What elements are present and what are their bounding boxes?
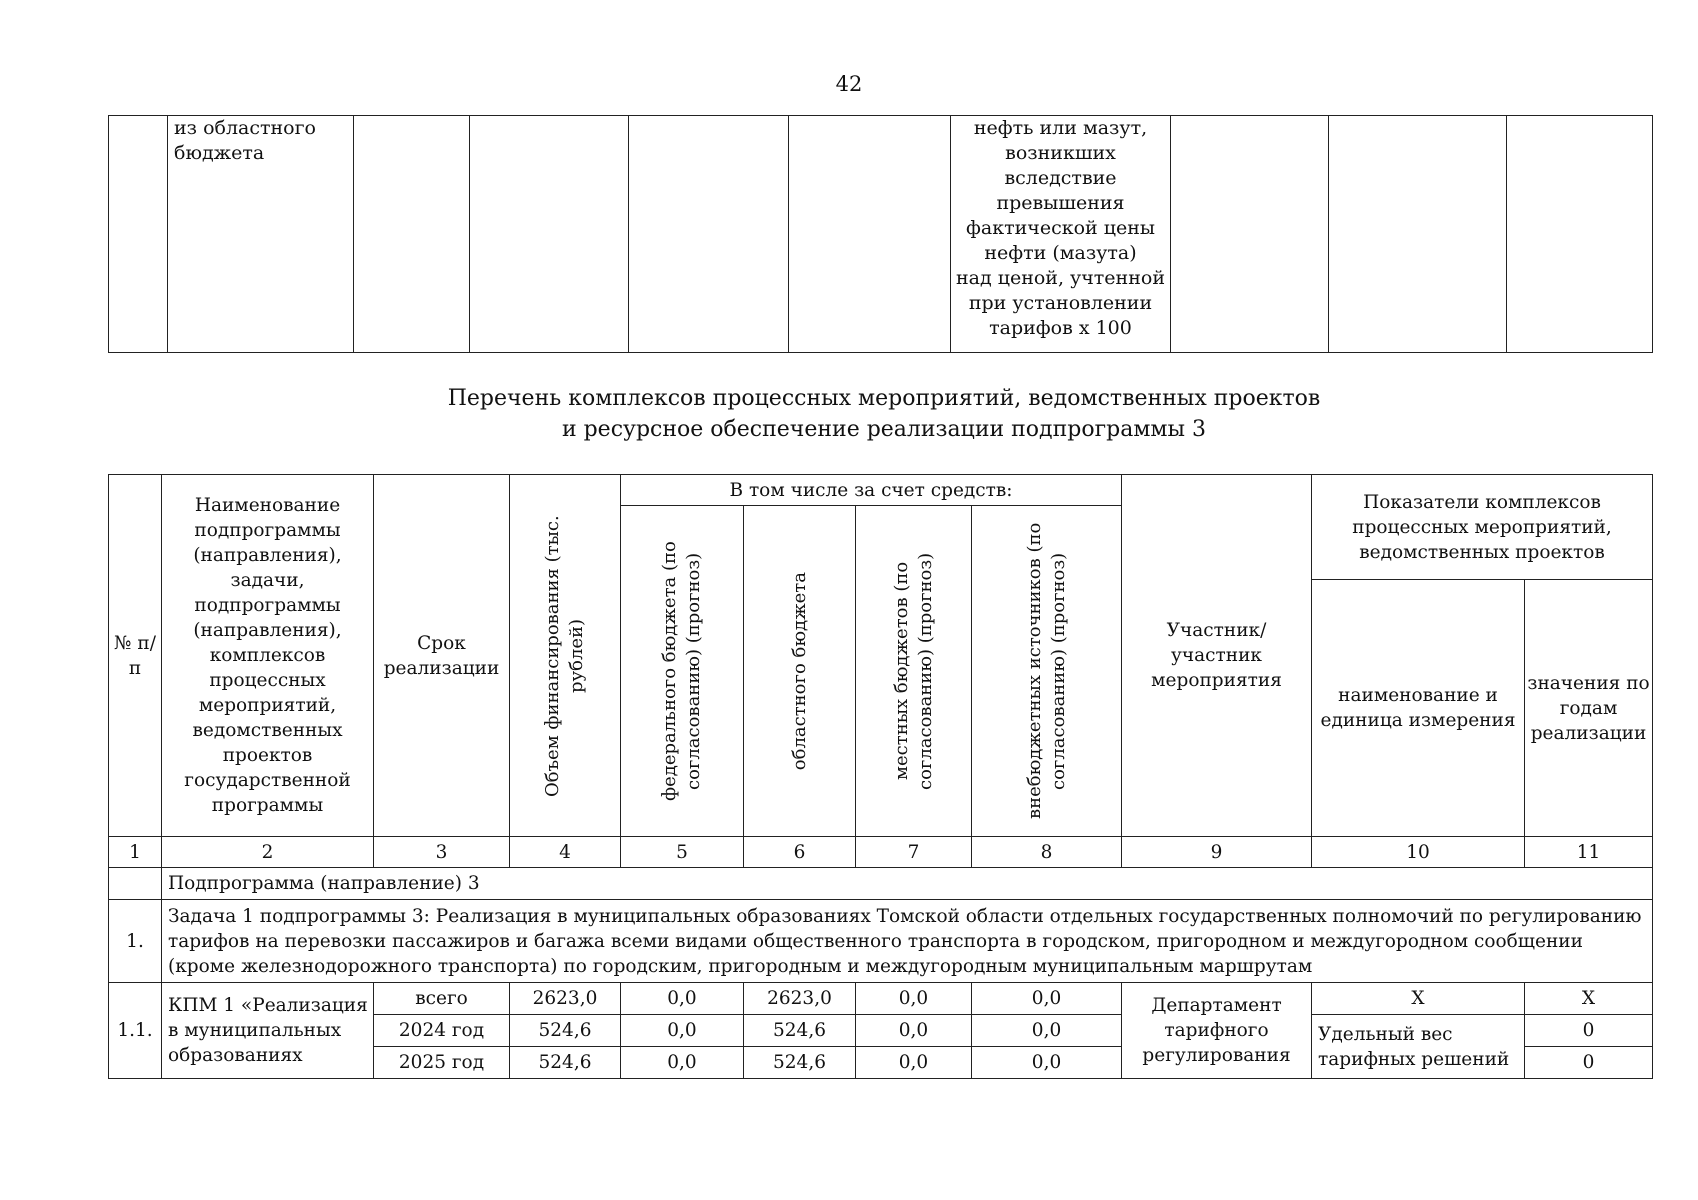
col-number: 11 <box>1525 837 1653 868</box>
top-cell-1 <box>109 116 168 353</box>
header-name: Наименование подпрограммы (направления), задачи, подпрограммы (направления), комплексов процессных мероприятий, ведомственных проектов государственной программы <box>162 475 374 837</box>
col-number: 10 <box>1312 837 1525 868</box>
title-line-1: Перечень комплексов процессных мероприятий, ведомственных проектов <box>447 386 1321 411</box>
header-indicators-group: Показатели комплексов процессных мероприятий, ведомственных проектов <box>1312 475 1653 580</box>
kpm-federal: 0,0 <box>621 983 744 1015</box>
kpm-federal: 0,0 <box>621 1015 744 1047</box>
col-number: 8 <box>972 837 1122 868</box>
task-text: Задача 1 подпрограммы 3: Реализация в муниципальных образованиях Томской области отдельных государственных полномочий по регулированию тарифов на перевозки пассажиров и багажа всеми видами общественного транспорта в городском, пригородном и междугородном сообщении (кроме железнодорожного транспорта) по городским, пригородным и междугородным муниципальным маршрутам <box>162 900 1653 983</box>
kpm-local: 0,0 <box>856 1047 972 1079</box>
subprogram-num-cell <box>109 868 162 900</box>
section-title <box>0 383 1698 445</box>
title-line-2: и ресурсное обеспечение реализации подпрограммы 3 <box>561 417 1207 442</box>
kpm-regional: 524,6 <box>744 1015 856 1047</box>
kpm-federal: 0,0 <box>621 1047 744 1079</box>
formula-line: нефть или мазут, <box>973 117 1148 139</box>
formula-line: над ценой, учтенной <box>956 267 1165 289</box>
header-num: № п/п <box>109 475 162 837</box>
kpm-participant: Департамент тарифного регулирования <box>1122 983 1312 1079</box>
header-indicator-name: наименование и единица измерения <box>1312 580 1525 837</box>
header-indicator-values: значения по годам реализации <box>1525 580 1653 837</box>
col-number: 5 <box>621 837 744 868</box>
kpm-num: 1.1. <box>109 983 162 1079</box>
kpm-name: КПМ 1 «Реализация в муниципальных образованиях <box>162 983 374 1079</box>
header-extrabudget <box>972 506 1122 837</box>
header-volume <box>510 475 621 837</box>
kpm-volume: 524,6 <box>510 1015 621 1047</box>
kpm-volume: 2623,0 <box>510 983 621 1015</box>
formula-line: вследствие <box>1004 167 1117 189</box>
kpm-indicator-name: Удельный вес тарифных решений <box>1312 1015 1525 1079</box>
col-number: 2 <box>162 837 374 868</box>
kpm-local: 0,0 <box>856 983 972 1015</box>
col-number: 9 <box>1122 837 1312 868</box>
kpm-indicator-value: Х <box>1525 983 1653 1015</box>
formula-line: нефти (мазута) <box>984 242 1137 264</box>
kpm-regional: 2623,0 <box>744 983 856 1015</box>
kpm-term: всего <box>374 983 510 1015</box>
header-federal <box>621 506 744 837</box>
header-local-text: местных бюджетов (по согласованию) (прогноз) <box>890 552 936 790</box>
kpm-regional: 524,6 <box>744 1047 856 1079</box>
kpm-volume: 524,6 <box>510 1047 621 1079</box>
top-cell-6 <box>789 116 951 353</box>
top-cell-3 <box>354 116 470 353</box>
formula-line: фактической цены <box>966 217 1155 239</box>
col-number: 7 <box>856 837 972 868</box>
header-extrabudget-text: внебюджетных источников (по согласованию) (прогноз) <box>1023 522 1069 820</box>
header-local <box>856 506 972 837</box>
kpm-term: 2025 год <box>374 1047 510 1079</box>
header-sources-group: В том числе за счет средств: <box>621 475 1122 506</box>
header-participant: Участник/ участник мероприятия <box>1122 475 1312 837</box>
formula-line: при установлении <box>968 292 1153 314</box>
kpm-indicator-name-total: Х <box>1312 983 1525 1015</box>
formula-line: возникших <box>1005 142 1116 164</box>
header-regional-text: областного бюджета <box>788 571 810 771</box>
subprogram-row: Подпрограмма (направление) 3 <box>162 868 1653 900</box>
top-cell-4 <box>470 116 629 353</box>
kpm-extra: 0,0 <box>972 983 1122 1015</box>
top-cell-10 <box>1507 116 1653 353</box>
continuation-table <box>108 115 1653 353</box>
task-num: 1. <box>109 900 162 983</box>
top-cell-8 <box>1171 116 1329 353</box>
kpm-indicator-value: 0 <box>1525 1047 1653 1079</box>
col-number: 4 <box>510 837 621 868</box>
top-cell-formula <box>951 116 1171 353</box>
kpm-local: 0,0 <box>856 1015 972 1047</box>
kpm-extra: 0,0 <box>972 1047 1122 1079</box>
header-term: Срок реализации <box>374 475 510 837</box>
kpm-indicator-value: 0 <box>1525 1015 1653 1047</box>
col-number: 1 <box>109 837 162 868</box>
kpm-term: 2024 год <box>374 1015 510 1047</box>
kpm-extra: 0,0 <box>972 1015 1122 1047</box>
col-number: 6 <box>744 837 856 868</box>
top-cell-9 <box>1329 116 1507 353</box>
top-cell-5 <box>629 116 789 353</box>
col-number: 3 <box>374 837 510 868</box>
header-regional <box>744 506 856 837</box>
header-federal-text: федерального бюджета (по согласованию) (прогноз) <box>659 541 704 801</box>
formula-line: тарифов х 100 <box>989 317 1132 339</box>
formula-line: превышения <box>996 192 1125 214</box>
resource-table <box>108 474 1653 1079</box>
top-cell-source: из областного бюджета <box>168 116 354 353</box>
column-numbers-row <box>109 837 1653 868</box>
header-volume-text: Объем финансирования (тыс. рублей) <box>542 514 587 797</box>
page-number: 42 <box>835 72 863 96</box>
